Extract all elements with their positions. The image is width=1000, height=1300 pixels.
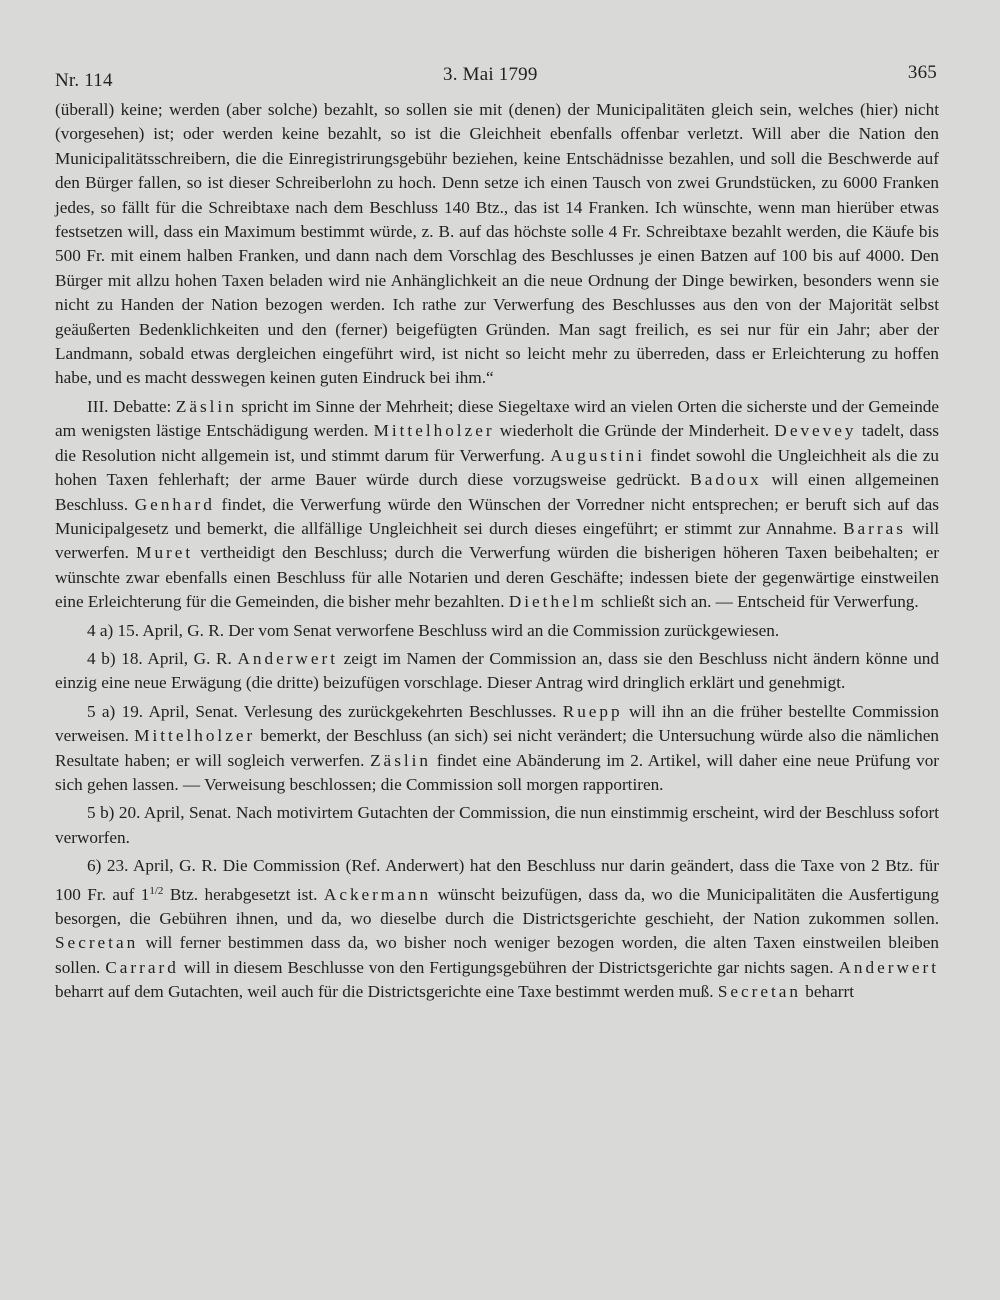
speaker-name: Muret [136, 543, 194, 563]
text-run: (überall) keine; werden (aber solche) bezahlt, so sollen sie mit (denen) der Municipalitäten gleich sein, welches (hier) nicht (vorgesehen) ist; oder werden keine bezahlt, so ist die Gleichheit ebenfalls offenbar verletzt. Will aber die Nation den Municipalitätsschreibern, die die Einregistrirungsgebühr beziehen, keine Entschädnisse bezahlen, und soll die Beschwerde auf den Bürger fallen, so ist dieser Schreiberlohn zu hoch. Denn setze ich einen Tausch von zwei Grundstücken, zu 6000 Franken jedes, so fällt für die Schreibtaxe nach dem Beschluss 140 Btz., das ist 14 Franken. Ich wünschte, wenn man hierüber etwas festsetzen will, dass ein Maximum bestimmt würde, z. B. auf das höchste solle 4 Fr. Schreibtaxe bezahlt werden, die Käufe bis 500 Fr. mit einem halben Franken, und dann nach dem Vorschlag des Beschlusses je einen Batzen auf 100 bis auf 4000. Den Bürger mit allzu hohen Taxen beladen wird nie Anhänglichkeit an die neue Ordnung der Dinge bewirken, besonders wenn sie nicht zu Handen der Nation bezogen werden. Ich rathe zur Verwerfung des Beschlusses aus den von der Majorität selbst geäußerten Bedenklichkeiten und den (ferner) beigefügten Gründen. Man sagt freilich, es sei nur für ein Jahr; aber der Landmann, sobald etwas dergleichen eingeführt wird, ist nicht so leicht mehr zu überreden, dass er Erleichterung zu hoffen habe, und es macht desswegen keinen guten Eindruck bei ihm.“ [55, 100, 939, 388]
text-run: schließt sich an. — Entscheid für Verwerfung. [596, 592, 919, 612]
document-date: 3. Mai 1799 [443, 64, 538, 85]
speaker-name: Badoux [690, 470, 762, 490]
page-body [55, 98, 939, 1009]
speaker-name: Anderwert [838, 957, 939, 977]
speaker-name: Barras [843, 518, 906, 538]
text-run: will ferner bestimmen dass da, wo bisher noch weniger bezogen worden, die alten Taxen einstweilen bleiben sollen. [55, 933, 939, 977]
speaker-name: Zäslin [175, 396, 237, 416]
speaker-name: Mittelholzer [134, 726, 256, 746]
paragraph-6 [55, 801, 939, 850]
speaker-name: Ackermann [323, 884, 432, 904]
text-run: will verwerfen. [55, 518, 939, 563]
text-run: Btz. herabgesetzt ist. [163, 884, 324, 904]
speaker-name: Secretan [55, 933, 139, 953]
paragraph-7 [55, 854, 939, 1004]
paragraph-3 [55, 619, 939, 643]
text-run: findet eine Abänderung im 2. Artikel, will daher eine neue Prüfung vor sich gehen lassen. — Verweisung beschlossen; die Commission soll morgen rapportiren. [55, 750, 940, 794]
text-run: findet sowohl die Ungleichheit als die zu hohen Taxen fehlerhaft; der arme Bauer würde durch diese vorzugsweise gedrückt. [55, 445, 939, 490]
text-run: wünscht beizufügen, dass da, wo die Municipalitäten die Ausfertigung besorgen, die Gebühren ihnen, und da, wo dieselbe durch die Districtsgerichte geschieht, der Nation zukommen sollen. [55, 884, 939, 928]
paragraph-1 [55, 98, 939, 391]
text-run: 5 a) 19. April, Senat. Verlesung des zurückgekehrten Beschlusses. [87, 701, 563, 721]
text-run: 4 b) 18. April, G. R. [87, 648, 238, 668]
text-run: 4 a) 15. April, G. R. Der vom Senat verworfene Beschluss wird an die Commission zurückgewiesen. [87, 620, 780, 640]
speaker-name: Secretan [717, 982, 801, 1002]
speaker-name: Anderwert [237, 648, 338, 668]
speaker-name: Diethelm [508, 592, 597, 612]
text-run: zeigt im Namen der Commission an, dass sie den Beschluss nicht ändern könne und einzig eine neue Erwägung (die dritte) beizufügen vorschlage. Dieser Antrag wird dringlich erklärt und genehmigt. [55, 648, 939, 693]
text-run: III. Debatte: [87, 396, 176, 416]
speaker-name: Devevey [774, 421, 857, 441]
text-run: findet, die Verwerfung würde den Wünschen der Vorredner nicht entsprechen; er beruft sich auf das Municipalgesetz und bemerkt, die allfällige Ungleichheit sei durch dieses eingeführt; er stimmt zur Annahme. [55, 494, 939, 538]
text-run: spricht im Sinne der Mehrheit; diese Siegeltaxe wird an vielen Orten die sicherste und der Gemeinde am wenigsten lästige Entschädigung werden. [55, 396, 940, 441]
paragraph-2 [55, 395, 939, 615]
text-run: beharrt [801, 982, 854, 1002]
speaker-name: Ruepp [562, 701, 623, 721]
paragraph-4 [55, 647, 939, 696]
text-run: tadelt, dass die Resolution nicht allgemein ist, und stimmt darum für Verwerfung. [55, 421, 939, 465]
speaker-name: Augustini [550, 445, 646, 465]
text-run: will ihn an die früher bestellte Commission verweisen. [55, 701, 940, 746]
document-number: Nr. 114 [55, 70, 113, 91]
text-run: vertheidigt den Beschluss; durch die Verwerfung würden die bisherigen höheren Taxen beibehalten; er wünschte zwar ebenfalls einen Beschluss für alle Notarien und deren Geschäfte; indessen biete der gegenwärtige einstweilen eine Erleichterung für die Gemeinden, die bisher mehr bezahlten. [55, 543, 939, 612]
speaker-name: Carrard [105, 957, 179, 977]
text-run: will einen allgemeinen Beschluss. [55, 470, 939, 514]
speaker-name: Zäslin [370, 750, 432, 770]
text-run: bemerkt, der Beschluss (an sich) sei nicht verändert; die Untersuchung würde also die nämlichen Resultate haben; er will sogleich verwerfen. [55, 726, 939, 770]
speaker-name: Mittelholzer [373, 421, 495, 441]
text-run: 5 b) 20. April, Senat. Nach motivirtem Gutachten der Commission, die nun einstimmig erscheint, wird der Beschluss sofort verworfen. [55, 803, 939, 847]
text-run: 6) 23. April, G. R. Die Commission (Ref. Anderwert) hat den Beschluss nur darin geändert, dass die Taxe von 2 Btz. für 100 Fr. auf 1 [55, 856, 939, 904]
text-run: will in diesem Beschlusse von den Fertigungsgebühren der Districtsgerichte gar nichts sagen. [178, 957, 839, 977]
page-number: 365 [907, 62, 937, 83]
fraction-superscript: 1/2 [149, 884, 164, 897]
speaker-name: Genhard [134, 494, 215, 514]
text-run: beharrt auf dem Gutachten, weil auch für die Districtsgerichte eine Taxe bestimmt werden muß. [55, 982, 718, 1002]
page-header [55, 62, 937, 92]
paragraph-5 [55, 700, 939, 798]
text-run: wiederholt die Gründe der Minderheit. [494, 421, 775, 441]
